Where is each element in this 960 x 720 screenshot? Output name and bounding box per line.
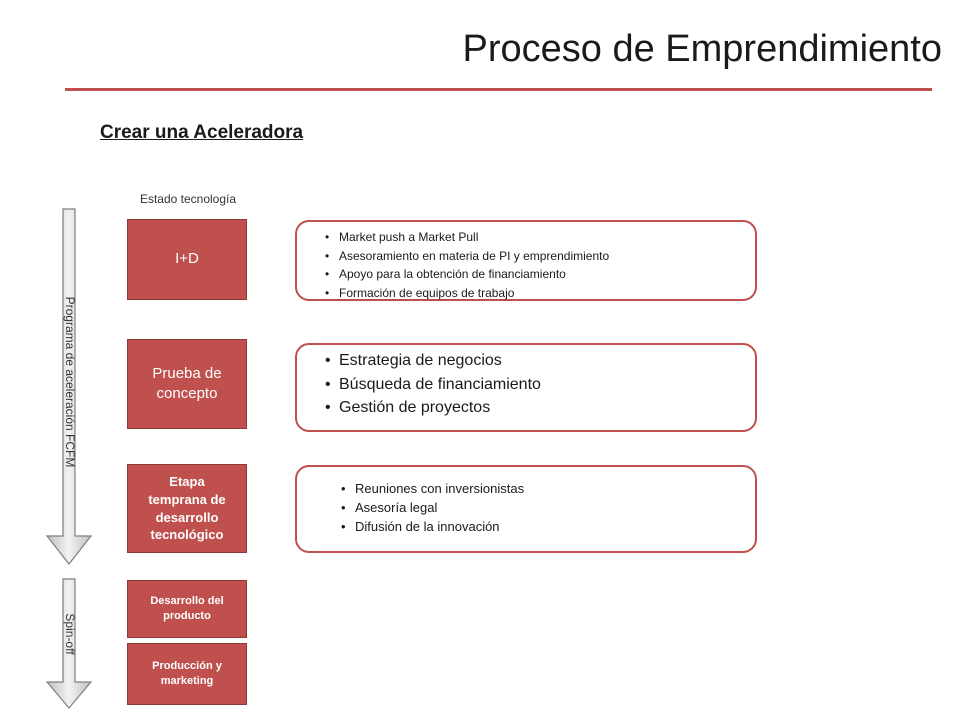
stage-product-development: Desarrollo del producto <box>127 580 247 638</box>
title-divider <box>65 88 932 91</box>
activity-box-early-development <box>295 465 757 553</box>
acceleration-program-label: Programa de aceleración FCFM <box>63 296 77 468</box>
list-item: • Reuniones con inversionistas <box>355 479 755 498</box>
stage-production-marketing: Producción y marketing <box>127 643 247 705</box>
list-item: • Market push a Market Pull <box>339 228 755 247</box>
list-item: • Estrategia de negocios <box>339 349 755 373</box>
list-item: • Gestión de proyectos <box>339 396 755 420</box>
section-subtitle: Crear una Aceleradora <box>100 122 304 143</box>
list-item: • Asesoría legal <box>355 498 755 517</box>
list-item: • Formación de equipos de trabajo <box>339 284 755 303</box>
page-title: Proceso de Emprendimiento <box>462 28 942 70</box>
stage-early-development: Etapa temprana de desarrollo tecnológico <box>127 464 247 553</box>
list-item: • Búsqueda de financiamiento <box>339 373 755 397</box>
stage-proof-of-concept: Prueba de concepto <box>127 339 247 429</box>
list-item: • Asesoramiento en materia de PI y emprendimiento <box>339 247 755 266</box>
column-header: Estado tecnología <box>139 192 237 206</box>
activity-box-proof-of-concept <box>295 343 757 432</box>
list-item: • Difusión de la innovación <box>355 517 755 536</box>
list-item: • Apoyo para la obtención de financiamiento <box>339 265 755 284</box>
spin-off-label: Spin-off <box>63 613 77 655</box>
activity-box-i-d <box>295 220 757 301</box>
stage-i-d: I+D <box>127 219 247 300</box>
